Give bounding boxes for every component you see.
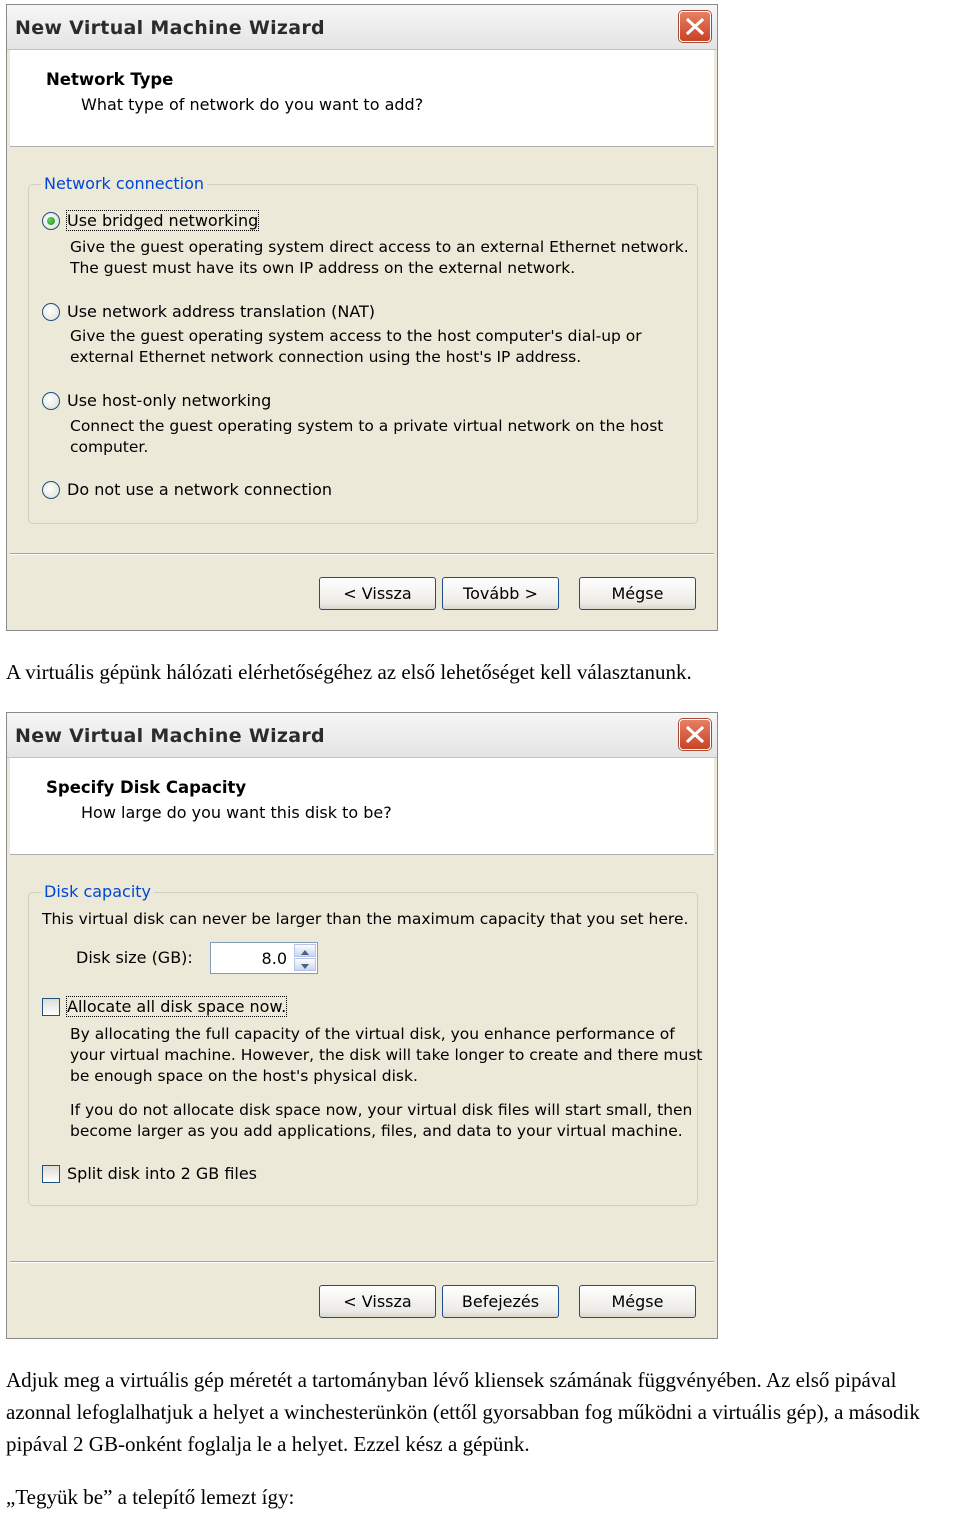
option-bridged-label[interactable]: Use bridged networking [67, 211, 259, 230]
radio-selected-dot [47, 217, 55, 225]
disk-capacity-intro: This virtual disk can never be larger than the maximum capacity that you set here. [42, 910, 689, 928]
allocate-label[interactable]: Allocate all disk space now. [67, 997, 287, 1016]
allocate-desc-1: By allocating the full capacity of the virtual disk, you enhance performance of [70, 1025, 675, 1043]
option-host-only-desc-1: Connect the guest operating system to a private virtual network on the host [70, 417, 664, 435]
option-host-only-label[interactable]: Use host-only networking [67, 391, 272, 410]
close-button[interactable] [679, 719, 711, 750]
radio-no-network[interactable] [42, 481, 60, 499]
stepper-up-button[interactable] [294, 944, 316, 957]
disk-capacity-dialog [6, 712, 718, 1339]
stepper-buttons [294, 944, 316, 972]
close-icon [686, 726, 704, 743]
cancel-button[interactable]: Mégse [579, 1285, 696, 1318]
option-nat-desc-2: external Ethernet network connection using the host's IP address. [70, 348, 582, 366]
title-bar[interactable] [7, 5, 717, 50]
wizard-header [10, 758, 714, 855]
option-nat-desc-1: Give the guest operating system access to the host computer's dial-up or [70, 327, 642, 345]
option-nat-label[interactable]: Use network address translation (NAT) [67, 302, 376, 321]
disk-size-stepper[interactable] [210, 942, 318, 974]
back-button[interactable]: < Vissza [319, 577, 436, 610]
arrow-up-icon [295, 947, 315, 958]
radio-bridged[interactable] [42, 212, 60, 230]
finish-button[interactable]: Befejezés [442, 1285, 559, 1318]
title-bar[interactable] [7, 713, 717, 758]
allocate-desc-3: be enough space on the host's physical disk. [70, 1067, 418, 1085]
option-host-only-desc-2: computer. [70, 438, 149, 456]
radio-nat[interactable] [42, 303, 60, 321]
no-allocate-desc-1: If you do not allocate disk space now, your virtual disk files will start small, then [70, 1101, 693, 1119]
radio-host-only[interactable] [42, 392, 60, 410]
cancel-button[interactable]: Mégse [579, 577, 696, 610]
page-subtitle: How large do you want this disk to be? [81, 803, 392, 822]
caption-install-disc: „Tegyük be” a telepítő lemezt így: [6, 1485, 295, 1509]
wizard-header [10, 50, 714, 147]
page-title: Network Type [46, 70, 174, 89]
window-title: New Virtual Machine Wizard [15, 17, 325, 39]
network-type-dialog [6, 4, 718, 631]
page-subtitle: What type of network do you want to add? [81, 95, 424, 114]
divider [10, 1261, 714, 1263]
page-title: Specify Disk Capacity [46, 778, 247, 797]
close-icon [686, 18, 704, 35]
disk-size-value: 8.0 [261, 949, 287, 968]
option-no-network-label[interactable]: Do not use a network connection [67, 480, 332, 499]
option-bridged-desc-2: The guest must have its own IP address on the external network. [70, 259, 576, 277]
next-button[interactable]: Tovább > [442, 577, 559, 610]
caption-network: A virtuális gépünk hálózati elérhetőségéhez az első lehetőséget kell választanunk. [6, 660, 692, 684]
no-allocate-desc-2: become larger as you add applications, files, and data to your virtual machine. [70, 1122, 683, 1140]
split-label[interactable]: Split disk into 2 GB files [67, 1164, 258, 1183]
group-label: Disk capacity [41, 882, 154, 901]
split-checkbox[interactable] [42, 1165, 60, 1183]
arrow-down-icon [295, 961, 315, 972]
divider [10, 553, 714, 555]
disk-size-label: Disk size (GB): [76, 948, 193, 967]
group-label: Network connection [41, 174, 207, 193]
allocate-desc-2: your virtual machine. However, the disk will take longer to create and there must [70, 1046, 703, 1064]
window-title: New Virtual Machine Wizard [15, 725, 325, 747]
stepper-down-button[interactable] [294, 958, 316, 971]
allocate-checkbox[interactable] [42, 998, 60, 1016]
caption-disk: Adjuk meg a virtuális gép méretét a tartományban lévő kliensek számának függvényében. Az első pipával azonnal lefoglalhatjuk a helyet a winchesterünkön (ettől gyorsabban fog működni a virtuális gép), a második pipával 2 GB-onként foglalja le a helyet. Ezzel kész a gépünk. [6, 1368, 920, 1456]
close-button[interactable] [679, 11, 711, 42]
option-bridged-desc-1: Give the guest operating system direct access to an external Ethernet network. [70, 238, 689, 256]
back-button[interactable]: < Vissza [319, 1285, 436, 1318]
